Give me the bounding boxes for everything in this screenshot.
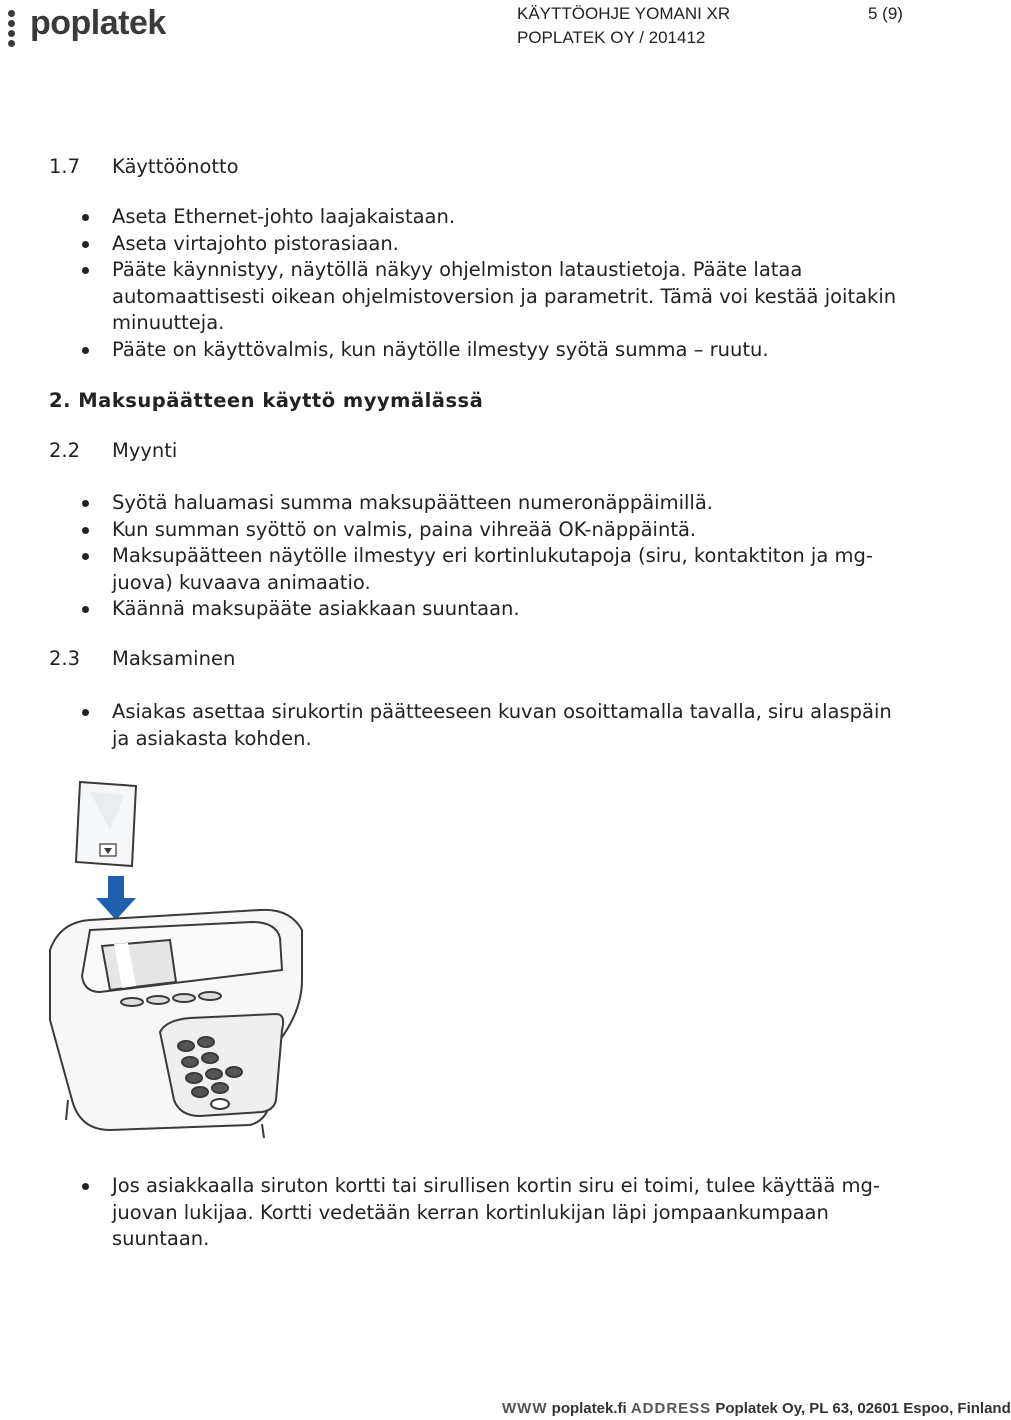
section-heading-1-7: [0, 155, 960, 182]
footer-address: Poplatek Oy, PL 63, 02601 Espoo, Finland: [715, 1400, 1011, 1417]
section-title: Maksaminen: [112, 647, 236, 670]
list-item: Pääte käynnistyy, näytöllä näkyy ohjelmiston lataustietoja. Pääte lataa automaattisesti oikean ohjelmistoversion ja parametrit. Tämä voi kestää joitakin minuutteja.: [112, 257, 912, 337]
list-item: Asiakas asettaa sirukortin päätteeseen kuvan osoittamalla tavalla, siru alaspäin ja asiakasta kohden.: [112, 699, 902, 752]
list-item: Maksupäätteen näytölle ilmestyy eri kortinlukutapoja (siru, kontaktiton ja mg-juova) kuvaava animaatio.: [112, 543, 927, 596]
logo-dots-icon: [8, 10, 18, 50]
page-number: 5 (9): [868, 4, 903, 23]
section-heading-2-2: [0, 439, 960, 466]
list-item: Kun summan syöttö on valmis, paina vihreää OK-näppäintä.: [112, 517, 927, 544]
poplatek-logo: [6, 6, 176, 50]
chapter-heading-2: 2. Maksupäätteen käyttö myymälässä: [49, 389, 484, 412]
bullet-list-1-7: [112, 204, 932, 363]
payment-terminal-icon: [50, 910, 302, 1138]
footer-www-label: WWW: [502, 1400, 548, 1417]
list-item: Pääte on käyttövalmis, kun näytölle ilmestyy syötä summa – ruutu.: [112, 337, 932, 364]
page-footer: [502, 1400, 1011, 1417]
footer-website: poplatek.fi: [551, 1400, 627, 1417]
list-item: Syötä haluamasi summa maksupäätteen numeronäppäimillä.: [112, 490, 927, 517]
list-item: Jos asiakkaalla siruton kortti tai sirullisen kortin siru ei toimi, tulee käyttää mg-juovan lukijaa. Kortti vedetään kerran kortinlukijan läpi jompaankumpaan suuntaan.: [112, 1173, 902, 1253]
list-item: Aseta virtajohto pistorasiaan.: [112, 231, 932, 258]
bullet-list-2-2: [112, 490, 927, 623]
section-heading-2-3: [0, 647, 960, 674]
section-number: 2.2: [49, 439, 81, 462]
document-title: KÄYTTÖOHJE YOMANI XR: [517, 4, 731, 23]
terminal-card-illustration: [40, 770, 360, 1150]
insert-arrow-icon: [96, 876, 136, 920]
section-number: 2.3: [49, 647, 81, 670]
list-item: Käännä maksupääte asiakkaan suuntaan.: [112, 596, 927, 623]
company-date: POPLATEK OY / 201412: [517, 28, 706, 47]
section-title: Myynti: [112, 439, 178, 462]
bullet-list-2-3: [112, 699, 902, 752]
list-item: Aseta Ethernet-johto laajakaistaan.: [112, 204, 932, 231]
footer-address-label: ADDRESS: [630, 1400, 712, 1417]
section-title: Käyttöönotto: [112, 155, 239, 178]
chip-card-icon: [76, 782, 136, 866]
section-number: 1.7: [49, 155, 81, 178]
bullet-list-2-3-after: [112, 1173, 902, 1253]
logo-text: poplatek: [30, 4, 166, 42]
